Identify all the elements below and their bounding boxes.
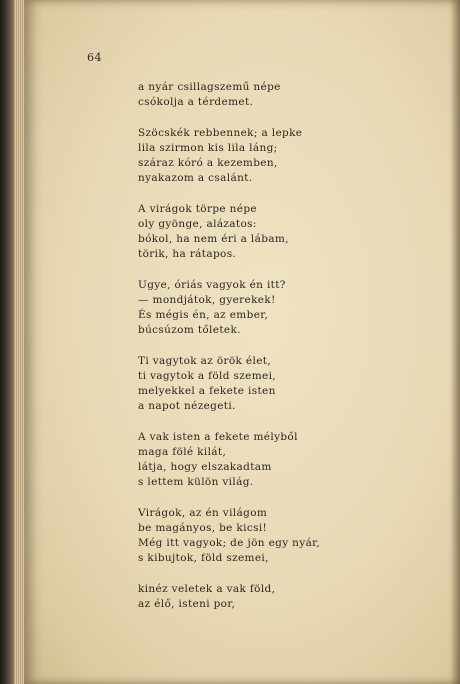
poem-text <box>138 80 368 628</box>
verse-line: És mégis én, az ember, <box>138 309 269 321</box>
stanza <box>138 202 368 262</box>
verse-line: lila szirmon kis lila láng; <box>138 142 278 154</box>
verse-line: búcsúzom tőletek. <box>138 324 241 336</box>
verse-line: Szöcskék rebbennek; a lepke <box>138 127 303 139</box>
verse-line: az élő, isteni por, <box>138 598 236 610</box>
verse-line: — mondjátok, gyerekek! <box>138 294 276 306</box>
page-number: 64 <box>87 51 102 64</box>
verse-line: nyakazom a csalánt. <box>138 172 253 184</box>
book-binding <box>0 0 14 684</box>
verse-line: ti vagytok a föld szemei, <box>138 370 276 382</box>
verse-line: bókol, ha nem éri a lábam, <box>138 233 289 245</box>
stanza <box>138 354 368 414</box>
verse-line: száraz kóró a kezemben, <box>138 157 278 169</box>
verse-line: kinéz veletek a vak föld, <box>138 583 276 595</box>
stanza <box>138 80 368 110</box>
stanza <box>138 582 368 612</box>
book-page <box>24 0 460 684</box>
verse-line: Ugye, óriás vagyok én itt? <box>138 279 286 291</box>
verse-line: s lettem külön világ. <box>138 476 254 488</box>
verse-line: Még itt vagyok; de jön egy nyár, <box>138 537 321 549</box>
stanza <box>138 126 368 186</box>
verse-line: látja, hogy elszakadtam <box>138 461 272 473</box>
page-edge-shadow <box>450 0 460 684</box>
verse-line: törik, ha rátapos. <box>138 248 237 260</box>
verse-line: s kibujtok, föld szemei, <box>138 552 269 564</box>
verse-line: A vak isten a fekete mélyből <box>138 431 298 443</box>
stanza <box>138 506 368 566</box>
verse-line: maga fölé kilát, <box>138 446 227 458</box>
verse-line: A virágok törpe népe <box>138 203 257 215</box>
verse-line: csókolja a térdemet. <box>138 96 254 108</box>
verse-line: oly gyönge, alázatos: <box>138 218 257 230</box>
page-edges <box>14 0 24 684</box>
verse-line: a nyár csillagszemű népe <box>138 81 281 93</box>
stanza <box>138 278 368 338</box>
verse-line: Virágok, az én világom <box>138 507 268 519</box>
verse-line: be magányos, be kicsi! <box>138 522 268 534</box>
verse-line: a napot nézegeti. <box>138 400 236 412</box>
verse-line: melyekkel a fekete isten <box>138 385 276 397</box>
verse-line: Ti vagytok az örök élet, <box>138 355 272 367</box>
stanza <box>138 430 368 490</box>
